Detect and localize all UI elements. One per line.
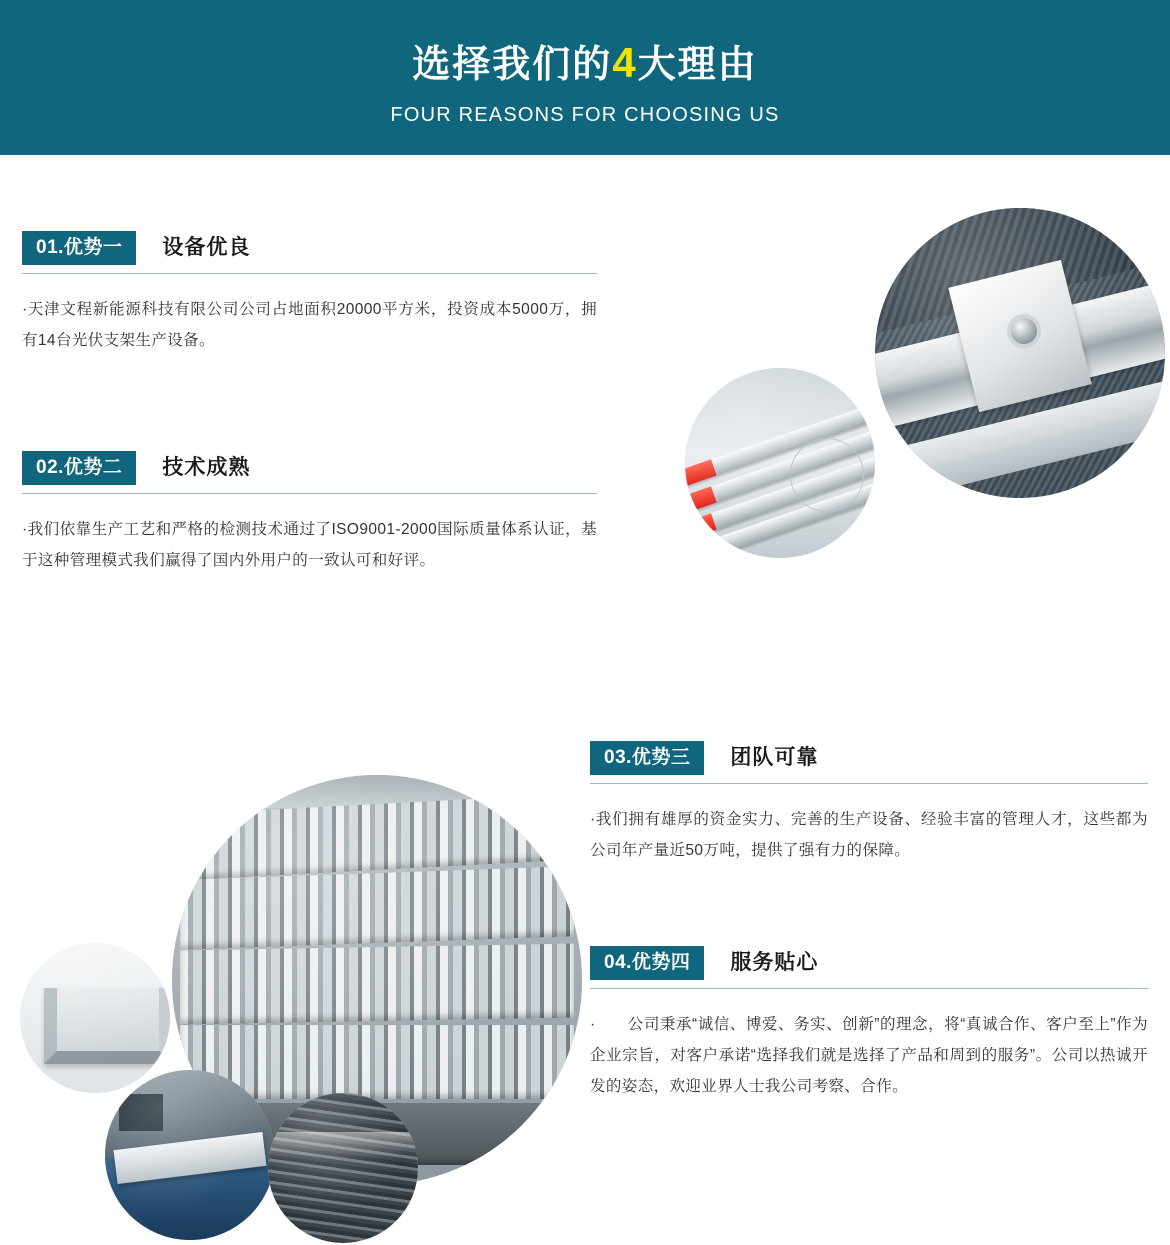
coil-stack-photo-image xyxy=(268,1093,418,1243)
reason-4-body: · 公司秉承“诚信、博爱、务实、创新”的理念，将“真诚合作、客户至上”作为企业宗旨，对客户承诺“选择我们就是选择了产品和周到的服务”。公司以热诚开发的姿态，欢迎业界人士我公司考察、合作。 xyxy=(590,1016,1148,1095)
reason-4-tag: 04.优势四 xyxy=(590,946,704,980)
reason-1-body: ·天津文程新能源科技有限公司公司占地面积20000平方米，投资成本5000万，拥有14台光伏支架生产设备。 xyxy=(22,301,597,349)
reason-3-header xyxy=(590,735,1148,775)
decorative-circle-icon xyxy=(790,438,864,512)
reason-3-tag: 03.优势三 xyxy=(590,741,704,775)
content-area xyxy=(0,155,1170,1200)
reason-block-4 xyxy=(590,940,1148,1102)
reason-3-divider xyxy=(590,783,1148,784)
reason-4-divider xyxy=(590,988,1148,989)
reason-block-1 xyxy=(22,225,597,356)
reason-block-3 xyxy=(590,735,1148,866)
photo-cluster-bottom xyxy=(10,775,630,1245)
page-title-suffix: 大理由 xyxy=(637,43,758,86)
page-title-prefix: 选择我们的 xyxy=(412,43,613,86)
rail-clamp-photo xyxy=(875,208,1165,498)
reason-4-title: 服务贴心 xyxy=(730,951,819,974)
reason-2-header xyxy=(22,445,597,485)
photo-cluster-top xyxy=(660,200,1160,700)
page-title xyxy=(412,38,757,89)
reason-2-title: 技术成熟 xyxy=(162,456,251,479)
reason-block-2 xyxy=(22,445,597,576)
reason-1-title: 设备优良 xyxy=(162,236,251,259)
rail-clamp-photo-image xyxy=(875,208,1165,498)
coil-stack-photo xyxy=(268,1093,418,1243)
page-subtitle: FOUR REASONS FOR CHOOSING US xyxy=(390,104,780,127)
reason-1-divider xyxy=(22,273,597,274)
reason-2-tag: 02.优势二 xyxy=(22,451,136,485)
reason-2-body: ·我们依靠生产工艺和严格的检测技术通过了ISO9001-2000国际质量体系认证，基于这种管理模式我们赢得了国内外用户的一致认可和好评。 xyxy=(22,521,597,569)
page-title-number: 4 xyxy=(612,38,638,86)
reason-4-header xyxy=(590,940,1148,980)
reason-3-body: ·我们拥有雄厚的资金实力、完善的生产设备、经验丰富的管理人才，这些都为公司年产量近50万吨，提供了强有力的保障。 xyxy=(590,811,1148,859)
page-header-banner xyxy=(0,0,1170,155)
roll-forming-line-photo xyxy=(105,1070,275,1240)
reason-3-title: 团队可靠 xyxy=(730,746,819,769)
reason-1-tag: 01.优势一 xyxy=(22,231,136,265)
reason-1-header xyxy=(22,225,597,265)
reason-2-divider xyxy=(22,493,597,494)
roll-forming-line-photo-image xyxy=(105,1070,275,1240)
